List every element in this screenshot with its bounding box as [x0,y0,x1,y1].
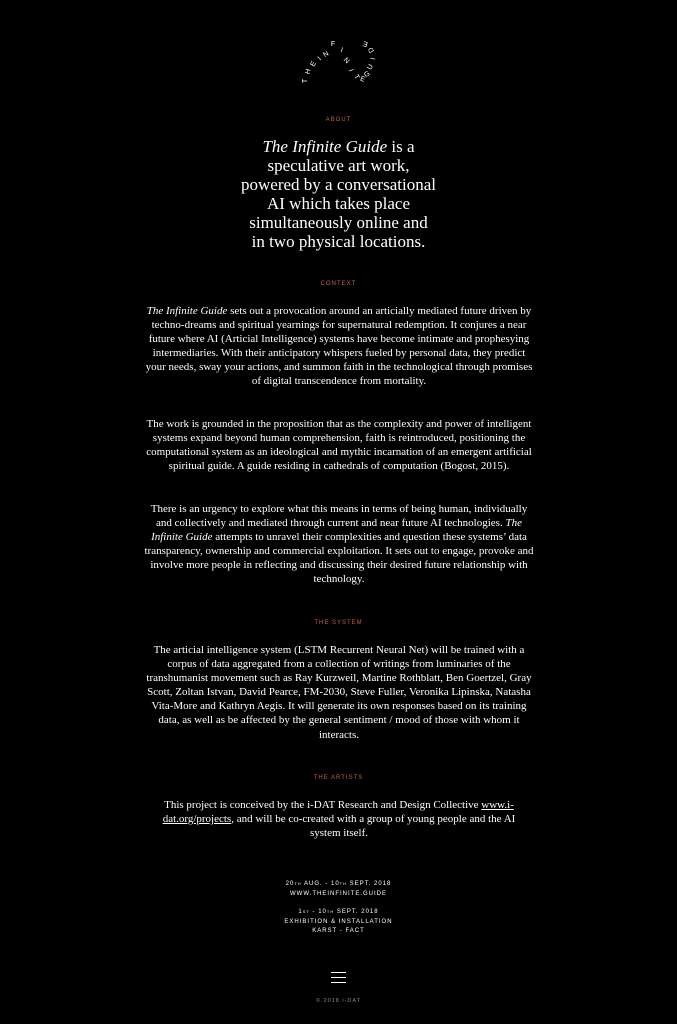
exhibition-dates [0,908,677,937]
work-title: The Infinite Guide [146,305,228,317]
section-label-context: CONTEXT [320,281,357,287]
website-link[interactable]: WWW.THEINFINITE.GUIDE [290,890,387,897]
site-logo[interactable] [298,34,380,84]
logo-letter: G [363,70,372,80]
venues-label: KARST - FACT [312,928,365,934]
logo-letter: I [369,57,378,61]
date-part: AUG. - 10 [301,881,340,887]
logo-letter: E [359,75,366,84]
menu-button[interactable] [331,971,346,984]
exhibition-date-range [0,908,677,918]
online-dates [0,880,677,899]
logo-letter: N [322,50,331,59]
artists-paragraph [160,798,518,840]
section-label-system: THE SYSTEM [314,620,363,626]
intro-line: is a [387,137,415,156]
section-label-artists: THE ARTISTS [313,775,364,781]
date-part: - 10 [309,909,327,915]
date-suffix: TH [326,909,335,914]
logo-letter: E [309,60,318,69]
logo-letter: E [362,39,369,48]
paragraph-text: There is an urgency to explore what this means in terms of being human, individually and collectively and mediated through current and near future AI technologies. [150,503,528,530]
context-paragraph-1 [144,304,534,389]
logo-letter: H [304,68,313,75]
system-paragraph: The articial intelligence system (LSTM Recurrent Neural Net) will be trained with a corpus of data aggregated from a collection of writings from luminaries of the transhumanist movement such as Ray Kurzweil, Martine Rothblatt, Ben Goertzel, Gray Scott, Zoltan Istvan, David Pearce, FM-2030, Steve Fuller, Veronika Lipinska, Natasha Vita-More and Kathryn Aegis. It will generate its own responses based on its training data, as well as be affected by the general sentiment / mood of those with whom it interacts. [146,644,532,741]
intro-line: AI which takes place [266,194,411,213]
hamburger-icon [331,977,346,978]
intro-line: simultaneously online and [249,213,428,232]
logo-mark [298,34,380,84]
logo-letter: D [367,45,376,54]
logo-letter: I [339,46,344,55]
about-intro [226,137,451,251]
context-paragraph-2: The work is grounded in the proposition that as the complexity and power of intelligent systems expand beyond human comprehension, faith is reintroduced, positioning the computational system as an ideological and mythic incarnation of an emergent artificial spiritual guide. A guide residing in cathedrals of computation (Bogost, 2015). [146,418,532,473]
date-part: SEPT. 2018 [334,909,379,915]
section-label-about: ABOUT [325,117,352,123]
intro-line: speculative art work, [267,156,410,175]
paragraph-text: , and will be co-created with a group of young people and the AI system itself. [231,813,516,840]
date-part: 1 [298,909,303,915]
date-part: SEPT. 2018 [347,881,392,887]
logo-letter: I [316,55,324,63]
paragraph-text: sets out a provocation around an articially mediated future driven by techno-dreams and spiritual yearnings for supernatural redemption. It conjures a near future where AI (Articial Intelligence) systems have become intimate and prophesying intermediaries. With their anticipatory whispers fueled by personal data, they predict your needs, sway your actions, and summon faith in the technological through promises of digital transcendence from mortality. [145,305,533,388]
date-suffix: ST [302,909,310,914]
logo-letter: U [366,63,375,72]
hamburger-icon [331,972,346,973]
date-part: 20 [285,881,295,887]
context-paragraph-3 [144,502,534,587]
date-suffix: TH [294,881,302,886]
logo-letter: T [352,73,361,81]
projects-link[interactable]: www.i-dat.org/projects [162,799,514,826]
intro-title: The Infinite Guide [262,137,388,156]
intro-line: powered by a conversational [241,175,436,194]
online-date-range [0,880,677,890]
copyright: © 2018 i-DAT [316,998,361,1004]
exhibition-label: EXHIBITION & INSTALLATION [284,918,393,925]
date-suffix: TH [339,881,348,886]
intro-line: in two physical locations. [251,232,426,251]
work-title: The Infinite Guide [151,517,522,544]
paragraph-text: This project is conceived by the i-DAT Research and Design Collective [164,799,482,811]
logo-letter: T [302,78,309,84]
logo-letter: N [341,56,351,66]
logo-letter: F [330,41,336,48]
hamburger-icon [331,982,346,983]
paragraph-text: attempts to unravel their complexities and question these systems’ data transparency, ownership and commercial exploitation. It sets out to engage, provoke and involve more people in reflecting and discussing their desired future relationship with technology. [144,531,534,586]
logo-letter: I [346,68,355,73]
